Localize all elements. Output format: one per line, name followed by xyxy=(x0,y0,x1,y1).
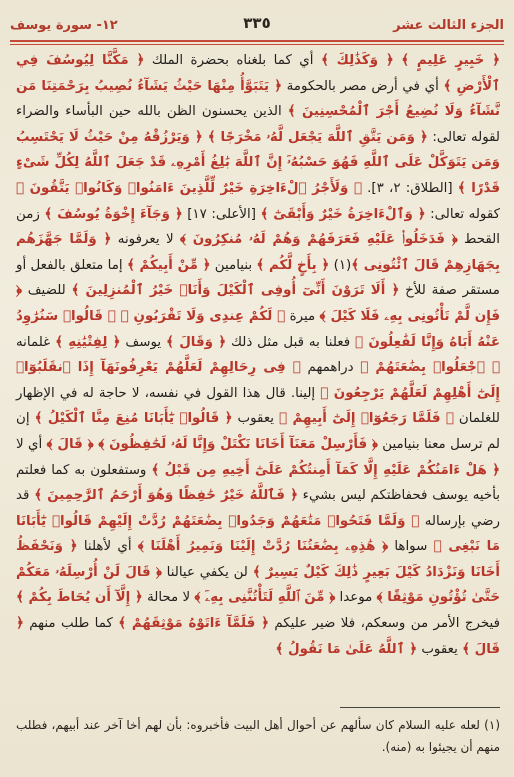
commentary-run: زمن القحط xyxy=(16,206,500,248)
commentary-run: فعلنا به قبل مثل ذلك xyxy=(226,334,356,350)
commentary-run: الذين يحسنون الظن بالله حين البأساء والضراء لقوله تعالى: xyxy=(16,104,500,145)
volume-title: الجزء الثالث عشر xyxy=(393,18,504,33)
commentary-run: كما طلب منهم xyxy=(23,616,119,632)
quran-verse: ﴿ وَلَأَجْرُ ٱلْءَاخِرَةِ خَيْرٌ لِّلَّذِينَ ءَامَنُوا۟ وَكَانُوا۟ يَتَّقُونَ ﴾ xyxy=(16,180,362,196)
footnote: (١) لعله عليه السلام كان سألهم عن أحوال أهل البيت فأخبروه: بأن لهم أخا آخر عند أبيهم، فطلب منهم أن يجيئوا به (منه). xyxy=(16,718,500,754)
quran-verse: ﴿ ٱجْعَلُوا۟ بِضَٰعَتَهُمْ ﴾ xyxy=(360,360,500,376)
commentary-run: لا يعرفونه xyxy=(111,232,180,248)
quran-verse: ﴿ مِّنْ أَبِيكُمْ ﴾ xyxy=(126,257,211,273)
quran-verse: ﴿ مِّنَ ٱللَّهِ لَتَأْتُنَّنِى بِهِۦٓ ﴾ xyxy=(194,590,336,606)
quran-verse: ﴿ بِأَخٍ لَّكُم ﴾ xyxy=(256,257,330,273)
page-number: ٣٣٥ xyxy=(243,14,271,32)
quran-verse: ﴿ وَمَن يَتَّقِ ٱللَّهَ يَجْعَل لَّهُۥ مَخْرَجًا ﴾ ﴿ وَيَرْزُقْهُ مِنْ حَيْثُ لَا يَحْتَسِبُ وَمَن يَتَوَكَّلْ عَلَى ٱللَّهِ فَهُوَ حَسْبُهُۥٓ إِنَّ ٱللَّهَ بَٰلِغُ أَمْرِهِۦ قَدْ جَعَلَ ٱللَّهُ لِكُلِّ شَىْءٍ قَدْرًا ﴾ xyxy=(16,129,500,196)
surah-title: ١٢- سورة يوسف xyxy=(10,18,118,33)
commentary-run: موعدا xyxy=(335,590,377,606)
quran-verse: ﴿ لَكُمْ عِندِى وَلَا تَقْرَبُونِ ﴾ ﴿ قَالُوا۟ سَنُرَٰوِدُ عَنْهُ أَبَاهُ وَإِنَّا لَفَٰعِلُونَ ﴾ xyxy=(16,308,501,350)
quran-verse: ﴿ فِى رِحَالِهِمْ لَعَلَّهُمْ يَعْرِفُونَهَآ إِذَا ٱنقَلَبُوٓا۟ إِلَىٰٓ أَهْلِهِمْ لَعَلَّهُمْ يَرْجِعُونَ ﴾ xyxy=(16,360,500,401)
page-header xyxy=(10,4,504,38)
commentary-run: كقوله تعالى: xyxy=(425,206,500,222)
commentary-run: وستفعلون به كما فعلتم بأخيه يوسف فحفاظتكم ليس بشيء xyxy=(16,462,500,504)
commentary-run: يعقوب xyxy=(232,411,280,427)
quran-verse: ﴿ وَجَآءَ إِخْوَةُ يُوسُفَ ﴾ xyxy=(44,206,183,222)
footnote-divider xyxy=(340,707,500,708)
quran-verse: ﴿ فَلَمَّا رَجَعُوٓا۟ إِلَىٰٓ أَبِيهِمْ ﴾ xyxy=(279,411,454,427)
commentary-run: غلمانه xyxy=(16,334,56,350)
quran-verse: ﴿ هَلْ ءَامَنُكُمْ عَلَيْهِ إِلَّا كَمَآ أَمِنتُكُمْ عَلَىٰٓ أَخِيهِ مِن قَبْلُ ﴾ xyxy=(151,462,500,478)
quran-verse: ﴿ وَقَالَ ﴾ xyxy=(166,334,227,350)
quran-verse: ﴿ قَالُوا۟ يَٰٓأَبَانَا مُنِعَ مِنَّا ٱلْكَيْلُ ﴾ xyxy=(34,411,233,427)
commentary-run: أي كما بلغناه بحضرة الملك xyxy=(144,53,321,68)
commentary-run: يعقوب xyxy=(417,641,463,657)
commentary-text xyxy=(16,48,500,662)
commentary-run: قد رضي بإرساله xyxy=(16,488,500,529)
quran-verse: ﴿ خَبِيرٍ عَلِيمٍ ﴾ xyxy=(401,53,500,68)
quran-verse: ﴿ إِلَّآ أَن يُحَاطَ بِكُمْ ﴾ xyxy=(16,590,143,606)
quran-verse: ﴿ فَدَخَلُوا۟ عَلَيْهِ فَعَرَفَهُمْ وَهُمْ لَهُۥ مُنكِرُونَ ﴾ xyxy=(179,232,458,248)
commentary-run: ميرة xyxy=(285,308,320,324)
quran-verse: ﴿ وَٱلْءَاخِرَةُ خَيْرٌ وَأَبْقَىٰٓ ﴾ xyxy=(260,206,426,222)
commentary-run: أي في أرض مصر بالحكومة xyxy=(281,78,444,94)
commentary-run: بنيامين xyxy=(210,257,257,273)
commentary-run: أي لا xyxy=(16,436,47,452)
commentary-run: إن لم ترسل معنا بنيامين xyxy=(16,411,501,452)
commentary-run: يوسف xyxy=(120,334,167,350)
quran-verse: ﴿ ٱللَّهُ عَلَىٰ مَا نَقُولُ ﴾ xyxy=(275,641,418,657)
commentary-run: فيخرج الأمر من وسعكم، فلا ضير عليكم xyxy=(268,616,501,632)
commentary-run: [الأعلى: ١٧] xyxy=(182,206,261,222)
commentary-run: للضيف xyxy=(21,283,72,299)
quran-verse: ﴿ فَٱللَّهُ خَيْرٌ حَٰفِظًا وَهُوَ أَرْحَمُ ٱلرَّٰحِمِينَ ﴾ xyxy=(34,488,298,504)
quran-verse: ﴿ وَلَمَّا فَتَحُوا۟ مَتَٰعَهُمْ وَجَدُوا۟ بِضَٰعَتَهُمْ رُدَّتْ إِلَيْهِمْ قَالُوا۟ يَٰٓأَبَانَا مَا نَبْغِى ﴾ xyxy=(16,513,500,555)
quran-verse: ﴿ هَٰذِهِۦ بِضَٰعَتُنَا رُدَّتْ إِلَيْنَا وَنَمِيرُ أَهْلَنَا ﴾ xyxy=(137,539,389,555)
header-rule xyxy=(10,40,504,45)
commentary-run: إلينا. قال هذا القول في نفسه، لا حاجة له في الإظهار للغلمان xyxy=(16,385,500,427)
commentary-run: دراهمهم xyxy=(300,360,361,376)
commentary-run: (١) xyxy=(329,257,352,273)
commentary-run: أي لأهلنا xyxy=(77,539,138,555)
quran-verse: ﴿ فَإِن لَّمْ تَأْتُونِى بِهِۦ فَلَا كَيْلَ ﴾ xyxy=(16,283,500,324)
quran-verse: ﴿ يَتَبَوَّأُ مِنْهَا حَيْثُ يَشَآءُ نُصِيبُ بِرَحْمَتِنَا مَن نَّشَآءُ وَلَا نُضِيعُ أَجْرَ ٱلْمُحْسِنِينَ ﴾ xyxy=(16,78,500,120)
quran-verse: ﴿ فَأَرْسِلْ مَعَنَآ أَخَانَا نَكْتَلْ وَإِنَّا لَهُۥ لَحَٰفِظُونَ ﴾ ﴿ قَالَ ﴾ xyxy=(46,436,378,452)
commentary-run: لن يكفي عيالنا xyxy=(161,564,253,580)
quran-verse: ﴿ قَالَ لَنْ أُرْسِلَهُۥ مَعَكُمْ حَتَّىٰ تُؤْتُونِ مَوْثِقًا ﴾ xyxy=(16,564,501,606)
commentary-run: إما متعلق بالفعل أو مستقر صفة للأخ xyxy=(16,257,500,299)
quran-verse: ﴿ لِفِتْيَٰنِهِ ﴾ xyxy=(55,334,121,350)
quran-verse: ﴿ مَكَّنَّا لِيُوسُفَ فِي ٱلْأَرْضِ ﴾ xyxy=(16,53,500,94)
quran-verse: ﴿ أَلَا تَرَوْنَ أَنِّىٓ أُوفِى ٱلْكَيْلَ وَأَنَا۠ خَيْرُ ٱلْمُنزِلِينَ ﴾ xyxy=(71,283,400,299)
quran-verse: ﴿ وَنَحْفَظُ أَخَانَا وَنَزْدَادُ كَيْلَ بَعِيرٍ ذَٰلِكَ كَيْلٌ يَسِيرٌ ﴾ xyxy=(16,539,500,580)
commentary-run: لا محالة xyxy=(142,590,195,606)
quran-verse: ﴿ وَلَمَّا جَهَّزَهُم بِجَهَازِهِمْ قَالَ ٱئْتُونِى ﴾ xyxy=(16,232,501,273)
quran-verse: ﴿ وَكَذَٰلِكَ ﴾ xyxy=(320,53,394,68)
quran-verse: ﴿ قَالَ ﴾ xyxy=(16,616,500,657)
quran-verse: ﴿ فَلَمَّآ ءَاتَوْهُ مَوْثِقَهُمْ ﴾ xyxy=(118,616,269,632)
commentary-run: [الطلاق: ٢، ٣]. xyxy=(361,180,458,196)
commentary-run: سواها xyxy=(388,539,434,555)
